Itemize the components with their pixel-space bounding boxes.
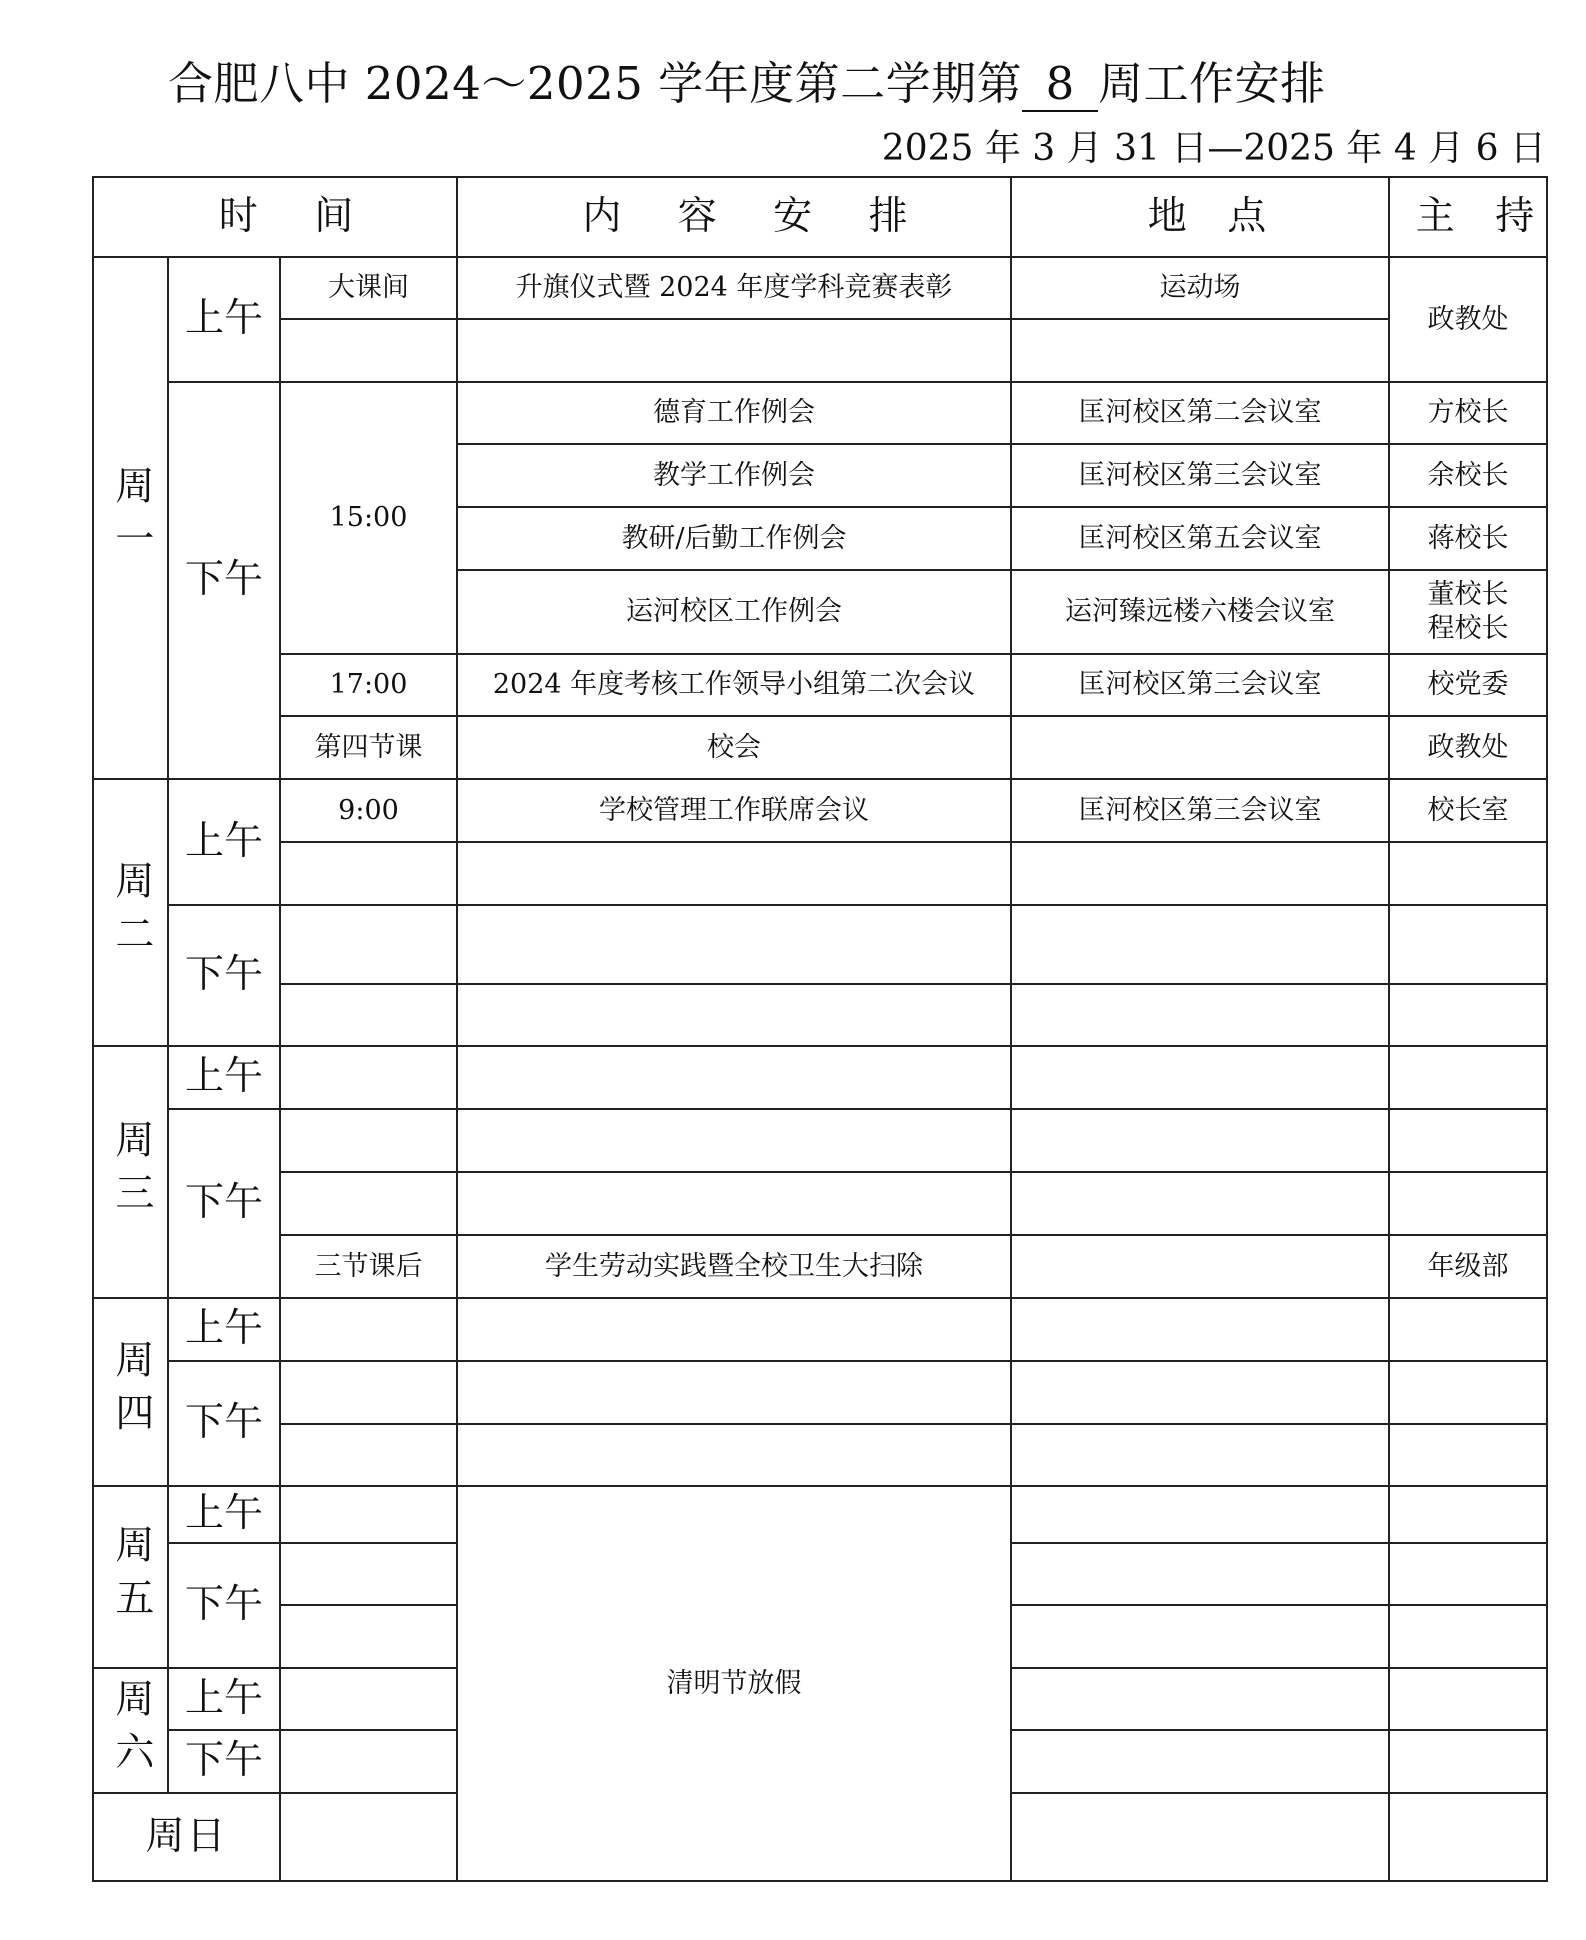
- tue-am-location: 匡河校区第三会议室: [1078, 794, 1322, 826]
- period-fri-am: 上午: [184, 1491, 263, 1537]
- period-sat-am: 上午: [184, 1675, 263, 1721]
- mon-pm-row1-content: 德育工作例会: [653, 397, 815, 429]
- mon-am-host: 政教处: [1427, 303, 1509, 335]
- period-sat-pm: 下午: [184, 1738, 263, 1784]
- mon-class4-location: [1012, 717, 1388, 778]
- mon-class4-content: 校会: [707, 731, 761, 763]
- period-thu-pm: 下午: [184, 1400, 263, 1446]
- mon-1700-host: 校党委: [1427, 669, 1509, 701]
- period-wed-am: 上午: [184, 1054, 263, 1100]
- wed-pm-time: 三节课后: [314, 1250, 423, 1282]
- mon-am-location: 运动场: [1159, 272, 1241, 304]
- day-wednesday: 周三: [108, 1119, 154, 1225]
- day-thursday: 周四: [108, 1339, 154, 1445]
- mon-pm-row1-location: 匡河校区第二会议室: [1078, 397, 1322, 429]
- mon-class4-time: 第四节课: [314, 731, 423, 763]
- mon-am-time: 大课间: [328, 272, 409, 304]
- period-wed-pm: 下午: [184, 1180, 263, 1226]
- wed-pm-content: 学生劳动实践暨全校卫生大扫除: [545, 1250, 923, 1282]
- mon-pm-row4-host-1: 董校长: [1427, 579, 1509, 611]
- day-friday: 周五: [108, 1524, 154, 1630]
- mon-pm-row4-location: 运河臻远楼六楼会议室: [1065, 596, 1335, 628]
- mon-pm-row3-host: 蒋校长: [1427, 522, 1509, 554]
- tue-am-time: 9:00: [338, 794, 399, 826]
- mon-pm-row1-host: 方校长: [1427, 397, 1509, 429]
- period-tue-pm: 下午: [184, 952, 263, 998]
- mon-1700-location: 匡河校区第三会议室: [1078, 669, 1322, 701]
- mon-am-content: 升旗仪式暨 2024 年度学科竞赛表彰: [515, 272, 953, 304]
- wed-pm-location: [1012, 1236, 1388, 1297]
- tue-am-host: 校长室: [1427, 794, 1509, 826]
- mon-pm-row3-content: 教研/后勤工作例会: [621, 522, 847, 554]
- period-fri-pm: 下午: [184, 1582, 263, 1628]
- period-tue-am: 上午: [184, 818, 263, 864]
- header-host: 主 持: [1415, 193, 1549, 239]
- day-tuesday: 周二: [108, 859, 154, 966]
- header-time: 时 间: [218, 193, 376, 239]
- mon-1700-content: 2024 年度考核工作领导小组第二次会议: [492, 669, 976, 701]
- mon-pm-row2-location: 匡河校区第三会议室: [1078, 459, 1322, 491]
- wed-pm-host: 年级部: [1427, 1250, 1509, 1282]
- day-monday: 周一: [108, 465, 154, 571]
- period-mon-pm: 下午: [184, 557, 263, 603]
- mon-pm-row4-host-2: 程校长: [1427, 613, 1509, 644]
- mon-1700-time: 17:00: [329, 669, 408, 701]
- mon-pm-row4-content: 运河校区工作例会: [626, 596, 842, 628]
- tue-am-content: 学校管理工作联席会议: [599, 794, 869, 826]
- mon-pm-time-1500: 15:00: [329, 502, 408, 534]
- period-mon-am: 上午: [184, 296, 263, 342]
- mon-class4-host: 政教处: [1427, 731, 1509, 763]
- header-content: 内 容 安 排: [582, 193, 930, 239]
- week-number: 8: [1022, 58, 1098, 112]
- mon-pm-row3-location: 匡河校区第五会议室: [1078, 522, 1322, 554]
- date-range: 2025 年 3 月 31 日—2025 年 4 月 6 日: [881, 128, 1546, 169]
- mon-pm-row2-host: 余校长: [1427, 459, 1509, 491]
- mon-pm-row2-content: 教学工作例会: [653, 459, 815, 491]
- day-sunday: 周日: [145, 1813, 228, 1859]
- title-suffix: 周工作安排: [1098, 57, 1326, 110]
- holiday-notice: 清明节放假: [666, 1667, 802, 1699]
- period-thu-am: 上午: [184, 1306, 263, 1352]
- header-location: 地 点: [1147, 193, 1281, 239]
- title-prefix: 合肥八中 2024～2025 学年度第二学期第: [168, 57, 1023, 110]
- mon-pm-row4-hosts: [1390, 571, 1546, 653]
- day-saturday: 周六: [108, 1677, 154, 1784]
